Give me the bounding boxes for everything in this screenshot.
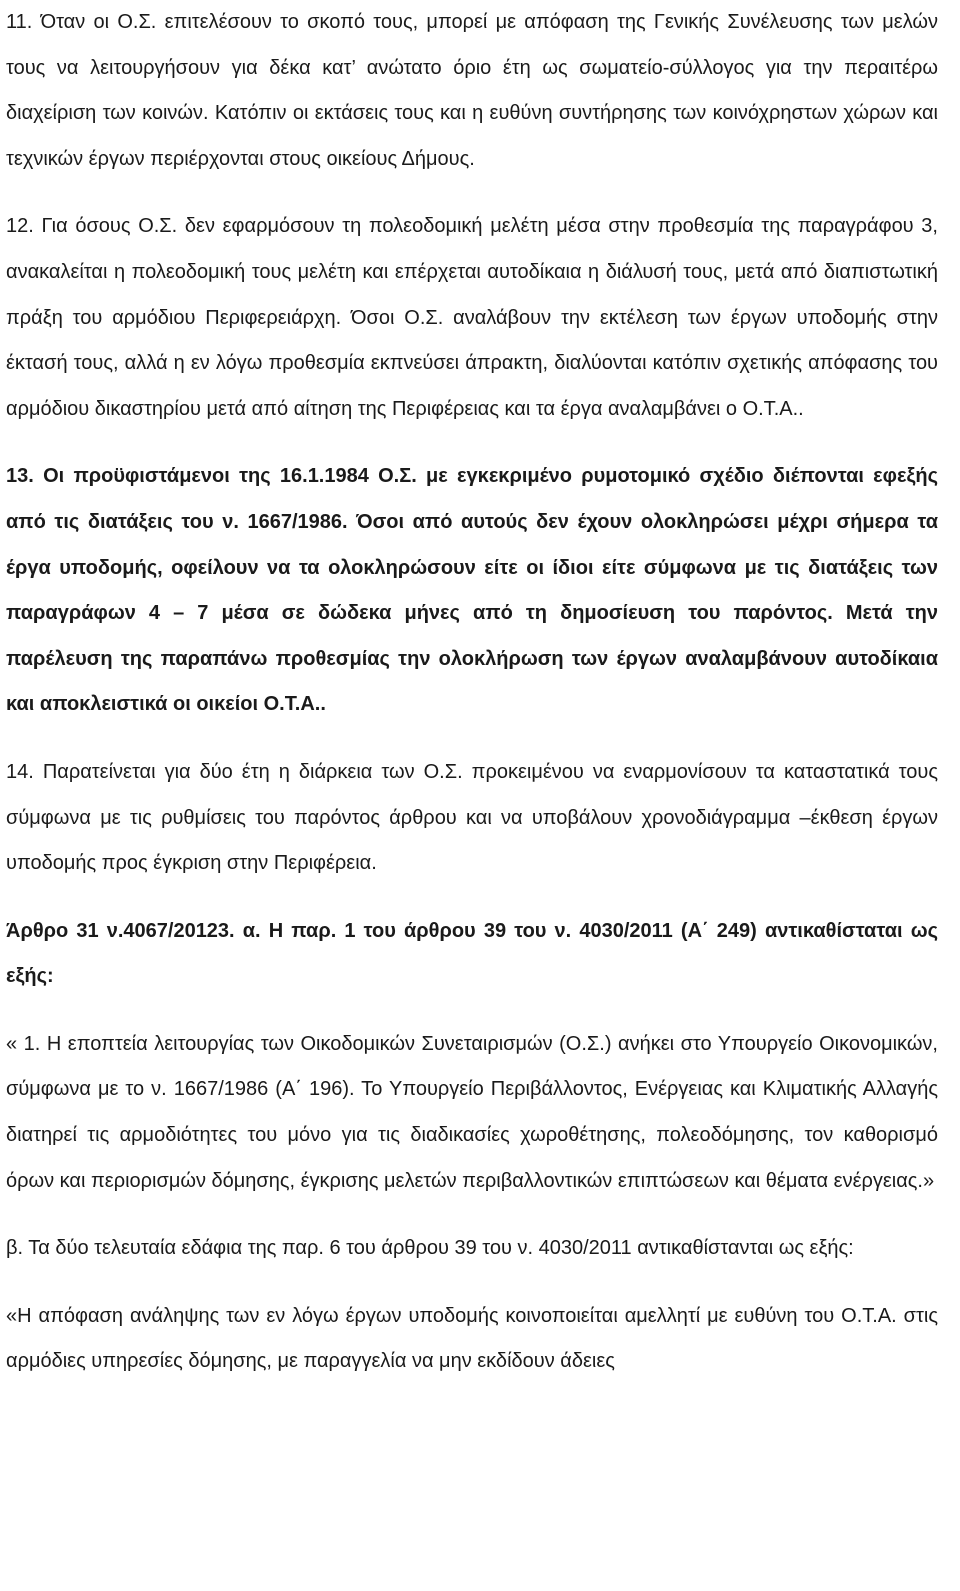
paragraph-quote-2: «Η απόφαση ανάληψης των εν λόγω έργων υποδομής κοινοποιείται αμελλητί με ευθύνη του Ο.Τ.Α. στις αρμόδιες υπηρεσίες δόμησης, με παραγγελία να μην εκδίδουν άδειες bbox=[6, 1304, 938, 1373]
paragraph-gap bbox=[6, 1204, 938, 1226]
paragraph-b: β. Τα δύο τελευταία εδάφια της παρ. 6 του άρθρου 39 του ν. 4030/2011 αντικαθίστανται ως εξής: bbox=[6, 1237, 854, 1260]
paragraph-12: 12. Για όσους Ο.Σ. δεν εφαρμόσουν τη πολεοδομική μελέτη μέσα στην προθεσμία της παραγράφου 3, ανακαλείται η πολεοδομική τους μελέτη και επέρχεται αυτοδίκαια η διάλυσή τους, μετά από διαπιστωτική πράξη του αρμόδιου Περιφερειάρχη. Όσοι Ο.Σ. αναλάβουν την εκτέλεση των έργων υποδομής στην έκτασή τους, αλλά η εν λόγω προθεσμία εκπνεύσει άπρακτη, διαλύονται κατόπιν σχετικής απόφασης του αρμόδιου δικαστηρίου μετά από αίτηση της Περιφέρειας και τα έργα αναλαμβάνει ο Ο.Τ.Α.. bbox=[6, 215, 938, 420]
paragraph-gap bbox=[6, 728, 938, 750]
paragraph-gap bbox=[6, 1272, 938, 1294]
paragraph-gap bbox=[6, 1000, 938, 1022]
paragraph-quote-1: « 1. Η εποπτεία λειτουργίας των Οικοδομικών Συνεταιρισμών (Ο.Σ.) ανήκει στο Υπουργείο Οικονομικών, σύμφωνα με το ν. 1667/1986 (Α΄ 196). Το Υπουργείο Περιβάλλοντος, Ενέργειας και Κλιματικής Αλλαγής διατηρεί τις αρμοδιότητες του μόνο για τις διαδικασίες χωροθέτησης, πολεοδόμησης, τον καθορισμό όρων και περιορισμών δόμησης, έγκρισης μελετών περιβαλλοντικών επιπτώσεων και θέματα ενέργειας.» bbox=[6, 1032, 938, 1192]
paragraph-13: 13. Οι προϋφιστάμενοι της 16.1.1984 Ο.Σ. με εγκεκριμένο ρυμοτομικό σχέδιο διέπονται εφεξής από τις διατάξεις του ν. 1667/1986. Όσοι από αυτούς δεν έχουν ολοκληρώσει μέχρι σήμερα τα έργα υποδομής, οφείλουν να τα ολοκληρώσουν είτε οι ίδιοι είτε σύμφωνα με τις διατάξεις των παραγράφων 4 – 7 μέσα σε δώδεκα μήνες από τη δημοσίευση του παρόντος. Μετά την παρέλευση της παραπάνω προθεσμίας την ολοκλήρωση των έργων αναλαμβάνουν αυτοδίκαια και αποκλειστικά οι οικείοι Ο.Τ.Α.. bbox=[6, 465, 938, 716]
paragraph-14: 14. Παρατείνεται για δύο έτη η διάρκεια των Ο.Σ. προκειμένου να εναρμονίσουν τα καταστατικά τους σύμφωνα με τις ρυθμίσεις του παρόντος άρθρου και να υποβάλουν χρονοδιάγραμμα –έκθεση έργων υποδομής προς έγκριση στην Περιφέρεια. bbox=[6, 760, 938, 875]
paragraph-11: 11. Όταν οι Ο.Σ. επιτελέσουν το σκοπό τους, μπορεί με απόφαση της Γενικής Συνέλευσης των μελών τους να λειτουργήσουν για δέκα κατ’ ανώτατο όριο έτη ως σωματείο-σύλλογος για την περαιτέρω διαχείριση των κοινών. Κατόπιν οι εκτάσεις τους και η ευθύνη συντήρησης των κοινόχρηστων χώρων και τεχνικών έργων περιέρχονται στους οικείους Δήμους. bbox=[6, 11, 938, 170]
paragraph-gap bbox=[6, 887, 938, 909]
document-page bbox=[6, 0, 938, 1385]
paragraph-gap bbox=[6, 432, 938, 454]
article-31-heading: Άρθρο 31 ν.4067/20123. α. Η παρ. 1 του άρθρου 39 του ν. 4030/2011 (Α΄ 249) αντικαθίσταται ως εξής: bbox=[6, 919, 938, 988]
paragraph-gap bbox=[6, 182, 938, 204]
